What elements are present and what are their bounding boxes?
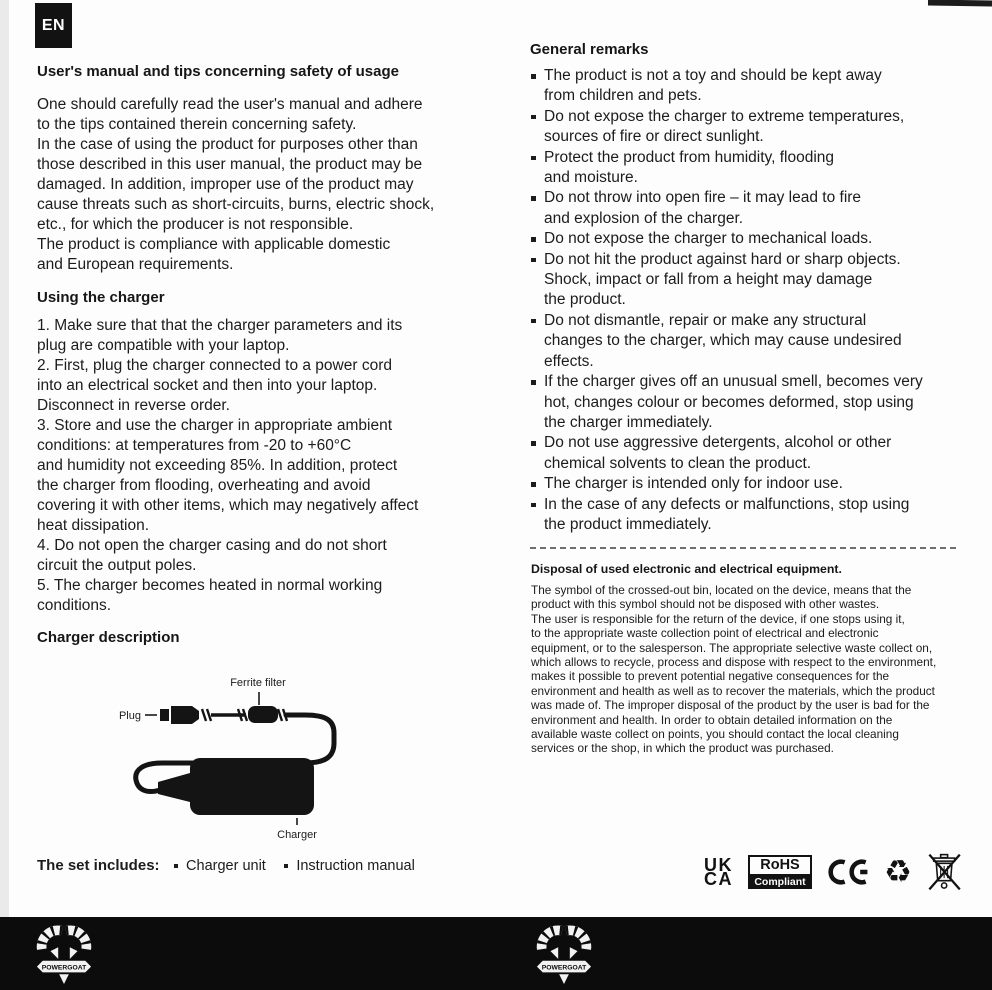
general-remarks-list	[530, 66, 960, 535]
set-includes-items	[174, 858, 415, 874]
certification-marks	[704, 852, 963, 892]
remark-item: The product is not a toy and should be kept away from children and pets.	[530, 66, 960, 107]
powergoat-logo	[535, 921, 593, 987]
plug-label: Plug	[118, 710, 141, 722]
powergoat-wordmark: POWERGOAT	[541, 964, 587, 972]
manual-title: User's manual and tips concerning safety of usage	[37, 63, 399, 80]
disposal-heading: Disposal of used electronic and electrical equipment.	[531, 562, 842, 576]
left-column	[37, 62, 473, 656]
remark-item: The charger is intended only for indoor use.	[530, 474, 960, 494]
general-remarks-heading: General remarks	[530, 41, 649, 58]
plug-body	[171, 706, 199, 724]
set-includes	[37, 857, 415, 874]
set-includes-item: Instruction manual	[284, 858, 415, 874]
powergoat-wordmark: POWERGOAT	[41, 964, 87, 972]
ferrite-filter-label: Ferrite filter	[230, 677, 286, 689]
remark-item: Do not dismantle, repair or make any structural changes to the charger, which may cause undesired effects.	[530, 311, 960, 372]
powergoat-logo	[35, 921, 93, 987]
output-connector	[158, 773, 190, 802]
language-badge	[35, 3, 72, 48]
section-divider	[530, 547, 956, 549]
rohs-label: RoHS	[748, 855, 812, 876]
remark-item: Do not expose the charger to extreme temperatures, sources of fire or direct sunlight.	[530, 107, 960, 148]
disposal-text: The symbol of the crossed-out bin, located on the device, means that the product with this symbol should not be disposed with other wastes. The user is responsible for the return of the device, if one stops using it, to the appropriate waste collection point of electrical and electronic equipment, or to the salesperson. The appropriate selective waste collect on, which allows to recycle, process and dispose with respect to the environment, makes it possible to prevent potential negative consequences for the environment and health as well as to recover the materials, which the product was made of. The improper disposal of the product by the user is bad for the environment and health. In order to obtain detailed information on the available waste collect on points, you should contact the local cleaning services or the shop, in which the product was purchased.	[531, 583, 937, 756]
rohs-compliant-label: Compliant	[748, 876, 812, 889]
remark-item: If the charger gives off an unusual smell, becomes very hot, changes colour or becomes deformed, stop using the charger immediately.	[530, 372, 960, 433]
remark-item: Do not use aggressive detergents, alcohol or other chemical solvents to clean the product.	[530, 433, 960, 474]
weee-bin-icon	[927, 852, 963, 892]
scan-edge	[0, 0, 9, 990]
scan-artifact	[928, 0, 992, 6]
ce-mark-icon	[827, 857, 869, 887]
remark-item: Do not expose the charger to mechanical loads.	[530, 229, 960, 249]
charger-diagram	[100, 666, 460, 844]
recycling-icon: ♻	[884, 853, 912, 890]
remark-item: Do not hit the product against hard or sharp objects. Shock, impact or fall from a height may damage the product.	[530, 250, 960, 311]
right-column	[530, 40, 960, 535]
ukca-top: UK	[704, 854, 733, 875]
ferrite-filter	[248, 706, 278, 723]
plug-prongs	[160, 709, 169, 721]
set-includes-item: Charger unit	[174, 858, 266, 874]
remark-item: In the case of any defects or malfunctions, stop using the product immediately.	[530, 495, 960, 536]
using-charger-heading: Using the charger	[37, 289, 165, 306]
charger-description-heading: Charger description	[37, 629, 180, 646]
set-includes-label: The set includes:	[37, 857, 160, 874]
footer-bar	[0, 917, 992, 990]
remark-item: Protect the product from humidity, flooding and moisture.	[530, 148, 960, 189]
ukca-mark	[704, 854, 733, 889]
rohs-mark	[748, 855, 812, 889]
charger-brick	[190, 758, 314, 815]
charger-label: Charger	[277, 829, 317, 841]
language-badge-label: EN	[41, 16, 66, 34]
intro-paragraph: One should carefully read the user's manual and adhere to the tips contained therein concerning safety. In the case of using the product for purposes other than those described in this user manual, the product may be damaged. In addition, improper use of the product may cause threats such as short-circuits, burns, electric shock, etc., for which the producer is not responsible. The product is compliance with applicable domestic and European requirements.	[37, 96, 435, 273]
remark-item: Do not throw into open fire – it may lead to fire and explosion of the charger.	[530, 188, 960, 229]
ukca-bottom: CA	[704, 869, 733, 889]
usage-steps: 1. Make sure that that the charger parameters and its plug are compatible with your laptop. 2. First, plug the charger connected to a power cord into an electrical socket and then into your laptop. Disconnect in reverse order. 3. Store and use the charger in appropriate ambient conditions: at temperatures from -20 to +60°C and humidity not exceeding 85%. In addition, protect the charger from flooding, overheating and avoid covering it with other items, which may negatively affect heat dissipation. 4. Do not open the charger casing and do not short circuit the output poles. 5. The charger becomes heated in normal working conditions.	[37, 317, 419, 614]
